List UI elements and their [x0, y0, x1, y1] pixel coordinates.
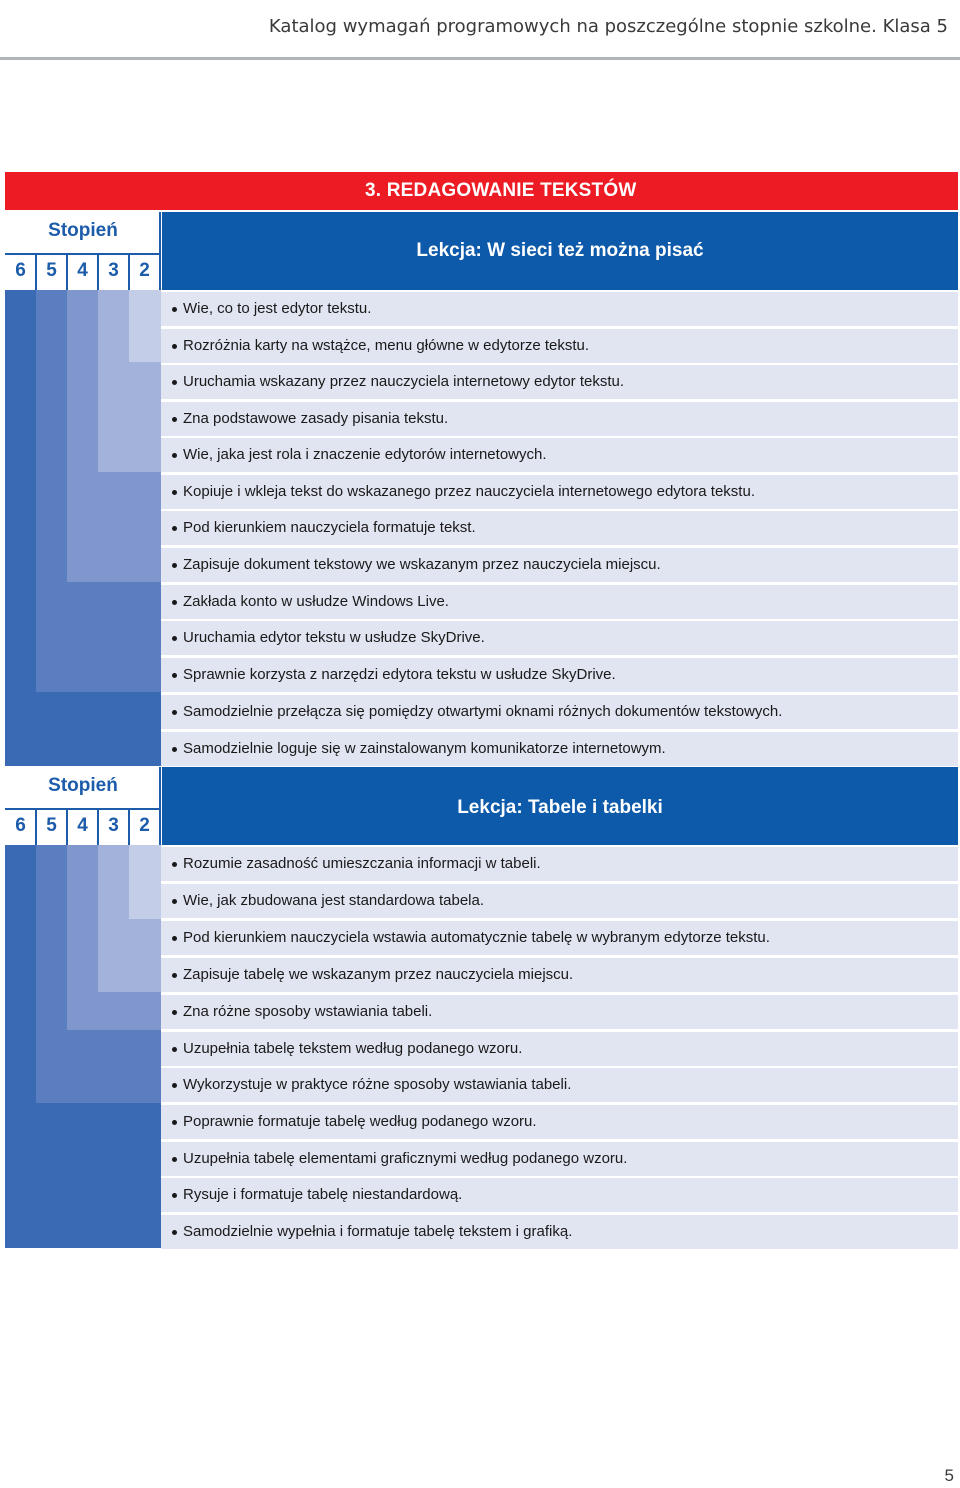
document-title: Katalog wymagań programowych na poszczególne stopnie szkolne. Klasa 5: [268, 16, 948, 37]
level-band-2: [129, 845, 161, 919]
level-4: 4: [77, 815, 88, 836]
level-6: 6: [15, 260, 26, 281]
lesson-header: [162, 212, 958, 290]
requirement-row: Zapisuje dokument tekstowy we wskazanym przez nauczyciela miejscu.: [161, 546, 958, 582]
level-3: 3: [108, 260, 119, 281]
requirement-row: Rozróżnia karty na wstążce, menu główne w edytorze tekstu.: [161, 327, 958, 363]
requirement-row: Uzupełnia tabelę tekstem według podanego wzoru.: [161, 1030, 958, 1066]
requirement-row: Uruchamia edytor tekstu w usłudze SkyDrive.: [161, 619, 958, 655]
lesson-title: Lekcja: Tabele i tabelki: [457, 797, 663, 818]
requirement-row: Zakłada konto w usłudze Windows Live.: [161, 583, 958, 619]
stopien-legend: [5, 767, 161, 845]
level-5: 5: [46, 815, 57, 836]
requirement-row: Pod kierunkiem nauczyciela wstawia automatycznie tabelę w wybranym edytorze tekstu.: [161, 919, 958, 955]
section-title: 3. REDAGOWANIE TEKSTÓW: [365, 180, 637, 201]
stopien-label: Stopień: [48, 220, 118, 241]
stopien-legend: [5, 212, 161, 290]
requirement-row: Rysuje i formatuje tabelę niestandardową.: [161, 1176, 958, 1212]
requirement-row: Wie, co to jest edytor tekstu.: [161, 290, 958, 326]
requirement-row: Sprawnie korzysta z narzędzi edytora tekstu w usłudze SkyDrive.: [161, 656, 958, 692]
page-header: [0, 0, 960, 60]
requirement-row: Samodzielnie przełącza się pomiędzy otwartymi oknami różnych dokumentów tekstowych.: [161, 693, 958, 729]
lesson-header: [162, 767, 958, 845]
requirement-row: Wie, jaka jest rola i znaczenie edytorów internetowych.: [161, 436, 958, 472]
requirement-row: Zna różne sposoby wstawiania tabeli.: [161, 993, 958, 1029]
requirement-row: Uruchamia wskazany przez nauczyciela internetowy edytor tekstu.: [161, 363, 958, 399]
requirement-row: Samodzielnie wypełnia i formatuje tabelę tekstem i grafiką.: [161, 1213, 958, 1249]
requirement-row: Wie, jak zbudowana jest standardowa tabela.: [161, 882, 958, 918]
level-band-2: [129, 290, 161, 362]
level-2: 2: [139, 815, 150, 836]
requirement-row: Zapisuje tabelę we wskazanym przez nauczyciela miejscu.: [161, 956, 958, 992]
requirement-row: Samodzielnie loguje się w zainstalowanym komunikatorze internetowym.: [161, 730, 958, 766]
requirement-row: Wykorzystuje w praktyce różne sposoby wstawiania tabeli.: [161, 1066, 958, 1102]
level-6: 6: [15, 815, 26, 836]
requirement-row: Poprawnie formatuje tabelę według podanego wzoru.: [161, 1103, 958, 1139]
stopien-label: Stopień: [48, 775, 118, 796]
requirement-row: Uzupełnia tabelę elementami graficznymi według podanego wzoru.: [161, 1140, 958, 1176]
level-2: 2: [139, 260, 150, 281]
requirement-row: Zna podstawowe zasady pisania tekstu.: [161, 400, 958, 436]
section-title-bar: [5, 172, 958, 210]
requirement-row: Kopiuje i wkleja tekst do wskazanego przez nauczyciela internetowego edytora tekstu.: [161, 473, 958, 509]
lesson-title: Lekcja: W sieci też można pisać: [416, 240, 704, 261]
level-5: 5: [46, 260, 57, 281]
level-4: 4: [77, 260, 88, 281]
level-3: 3: [108, 815, 119, 836]
requirement-row: Pod kierunkiem nauczyciela formatuje tekst.: [161, 509, 958, 545]
requirement-row: Rozumie zasadność umieszczania informacji w tabeli.: [161, 845, 958, 881]
page-number: 5: [944, 1466, 954, 1485]
